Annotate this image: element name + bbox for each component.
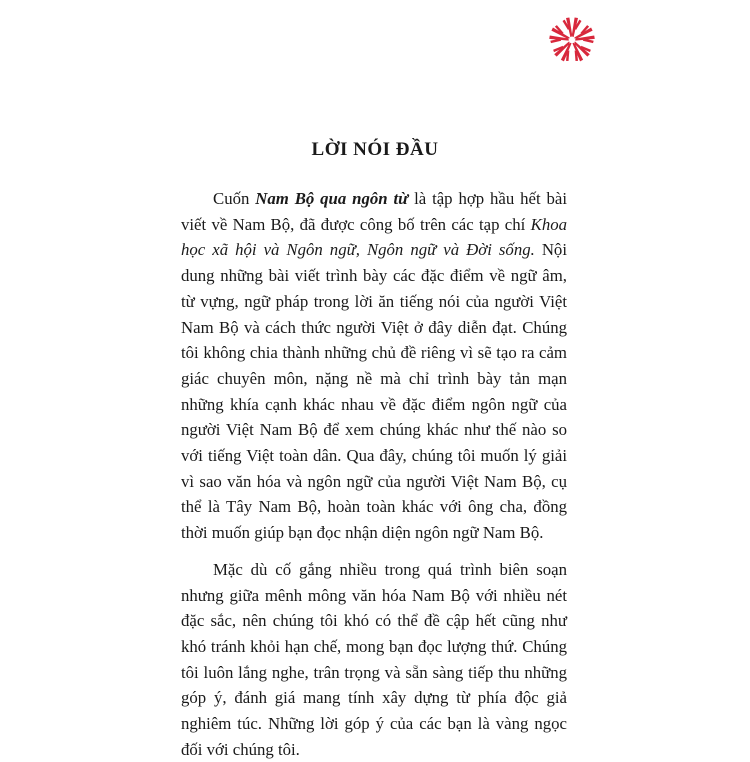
- paragraph-1: [181, 186, 567, 546]
- journal-names: Khoa học xã hội và Ngôn ngữ, Ngôn ngữ và Đời sống.: [181, 214, 567, 260]
- paragraph-1-rest: Nội dung những bài viết trình bày các đặc điểm về ngữ âm, từ vựng, ngữ pháp trong lời ăn tiếng nói của người Việt Nam Bộ và cách thức người Việt ở đây diễn đạt. Chúng tôi không chia thành những chủ đề riêng vì sẽ tạo ra cảm giác chuyên môn, nặng nề mà chỉ trình bày tản mạn những khía cạnh khác nhau về đặc điểm ngôn ngữ của người Việt Nam Bộ để xem chúng khác như thế nào so với tiếng Việt toàn dân. Qua đây, chúng tôi muốn lý giải vì sao văn hóa và ngôn ngữ của người Việt Nam Bộ, cụ thể là Tây Nam Bộ, hoàn toàn khác với ông cha, đồng thời muốn giúp bạn đọc nhận diện ngôn ngữ Nam Bộ.: [181, 240, 567, 543]
- paragraph-2: Mặc dù cố gắng nhiều trong quá trình biên soạn nhưng giữa mênh mông văn hóa Nam Bộ với nhiều nét đặc sắc, nên chúng tôi khó có thể đề cập hết cũng như khó tránh khỏi hạn chế, mong bạn đọc lượng thứ. Chúng tôi luôn lắng nghe, trân trọng và sẵn sàng tiếp thu những góp ý, đánh giá mang tính xây dựng từ phía độc giả nghiêm túc. Những lời góp ý của các bạn là vàng ngọc đối với chúng tôi.: [181, 559, 567, 759]
- preface-body: [181, 186, 567, 762]
- paragraph-1-intro: Cuốn: [213, 189, 256, 208]
- paragraph-1-mid: là tập hợp hầu hết bài viết về Nam Bộ, đã được công bố trên các tạp chí: [181, 189, 567, 234]
- book-title: Nam Bộ qua ngôn từ: [255, 189, 409, 208]
- page-title: LỜI NÓI ĐẦU: [311, 139, 439, 160]
- publisher-logo-icon: [548, 15, 596, 63]
